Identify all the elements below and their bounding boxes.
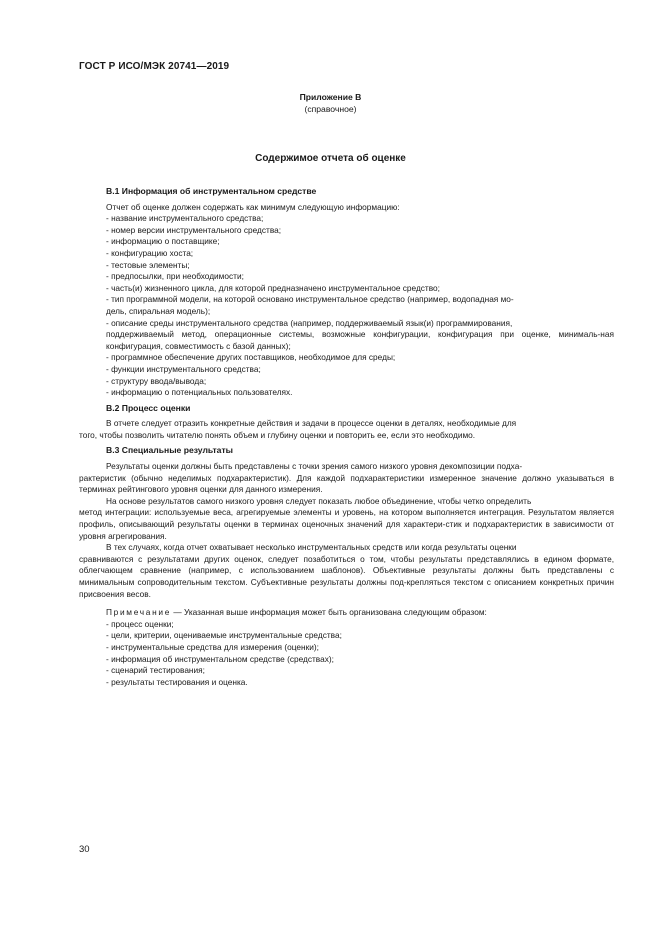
note-list xyxy=(106,619,614,689)
appendix-header xyxy=(0,91,661,115)
section-b3-heading: В.3 Специальные результаты xyxy=(106,445,233,456)
section-b2-text-continuation: того, чтобы позволить читателю понять объем и глубину оценки и повторить ее, если это необходимо. xyxy=(79,429,476,440)
list-item: - тестовые элементы; xyxy=(106,259,190,270)
list-item: - конфигурацию хоста; xyxy=(106,247,194,258)
list-item: - инструментальные средства для измерения (оценки); xyxy=(106,641,319,652)
note-label: Примечание xyxy=(106,607,172,618)
section-b1-heading: В.1 Информация об инструментальном средстве xyxy=(106,186,317,196)
section-b3-paragraph-1-continuation: рактеристик (обычно неделимых подхарактеристик). Для каждой подхарактеристики измеренное значение должно указываться в терминах рейтингового уровня оценки для данного измерения. xyxy=(79,472,614,495)
list-item: - информацию о потенциальных пользователях. xyxy=(106,387,293,398)
list-item: - процесс оценки; xyxy=(106,618,174,629)
list-item: - функции инструментального средства; xyxy=(106,363,261,374)
list-item: - информация об инструментальном средстве (средствах); xyxy=(106,653,334,664)
section-b1-intro: Отчет об оценке должен содержать как минимум следующую информацию: xyxy=(106,201,400,212)
list-item: - предпосылки, при необходимости; xyxy=(106,271,244,282)
list-item: - программное обеспечение других поставщиков, необходимое для среды; xyxy=(106,352,396,363)
list-item-continuation: дель, спиральная модель); xyxy=(106,305,211,316)
list-item: - описание среды инструментального средства (например, поддерживаемый язык(и) программирования, xyxy=(106,317,513,328)
section-b2-text: В отчете следует отразить конкретные действия и задачи в процессе оценки в деталях, необходимые для xyxy=(106,418,517,429)
list-item: - номер версии инструментального средства; xyxy=(106,224,282,235)
list-item: - цели, критерии, оцениваемые инструментальные средства; xyxy=(106,630,342,641)
section-b3-paragraph-3-continuation: сравниваются с результатами других оценок, следует позаботиться о том, чтобы результаты представлялись в едином формате, облегчающем сравнение (например, с использованием шаблонов). Объективные результаты должны быть представлены с минимальным сопроводительным текстом. Субъективные результаты должны под-крепляться текстом с описанием конкретных причин присвоения весов. xyxy=(79,553,614,599)
page-title: Содержимое отчета об оценке xyxy=(255,153,406,164)
list-item: - информацию о поставщике; xyxy=(106,236,220,247)
list-item: - название инструментального средства; xyxy=(106,213,264,224)
list-item: - сценарий тестирования; xyxy=(106,665,205,676)
document-body xyxy=(79,186,614,688)
list-item: - тип программной модели, на которой основано инструментальное средство (например, водопадная мо- xyxy=(106,294,514,305)
section-b3-paragraph-3: В тех случаях, когда отчет охватывает несколько инструментальных средств или когда результаты оценки xyxy=(106,542,517,553)
note-text: — Указанная выше информация может быть организована следующим образом: xyxy=(171,607,487,618)
appendix-title: Приложение В xyxy=(299,92,362,102)
section-b3-paragraph-2-continuation: метод интеграции: используемые веса, агрегируемые элементы и уровень, на котором выполняется интеграция. Результатом является профиль, описывающий результаты оценки в терминах оценочных значений для характери-стик и подхарактеристик в зависимости от уровня агрегирования. xyxy=(79,507,614,541)
list-item: - результаты тестирования и оценка. xyxy=(106,676,248,687)
note-paragraph xyxy=(106,607,614,619)
section-b3-paragraph-2: На основе результатов самого низкого уровня следует показать любое объединение, чтобы четко определить xyxy=(106,495,532,506)
list-item: - структуру ввода/вывода; xyxy=(106,375,207,386)
section-b2-heading: В.2 Процесс оценки xyxy=(106,402,191,413)
list-item-continuation: поддерживаемый метод, операционные системы, возможные конфигурации, конфигурация при оценке, минималь-ная конфигурация, совместимость с базой данных); xyxy=(106,329,614,351)
document-code: ГОСТ Р ИСО/МЭК 20741—2019 xyxy=(79,61,230,72)
list-item: - часть(и) жизненного цикла, для которой предназначено инструментальное средство; xyxy=(106,282,440,293)
page-number: 30 xyxy=(79,844,90,855)
section-b3-paragraph-1: Результаты оценки должны быть представлены с точки зрения самого низкого уровня декомпозиции подха- xyxy=(106,461,523,472)
section-b1-list xyxy=(106,213,614,399)
appendix-subtitle: (справочное) xyxy=(304,104,357,114)
